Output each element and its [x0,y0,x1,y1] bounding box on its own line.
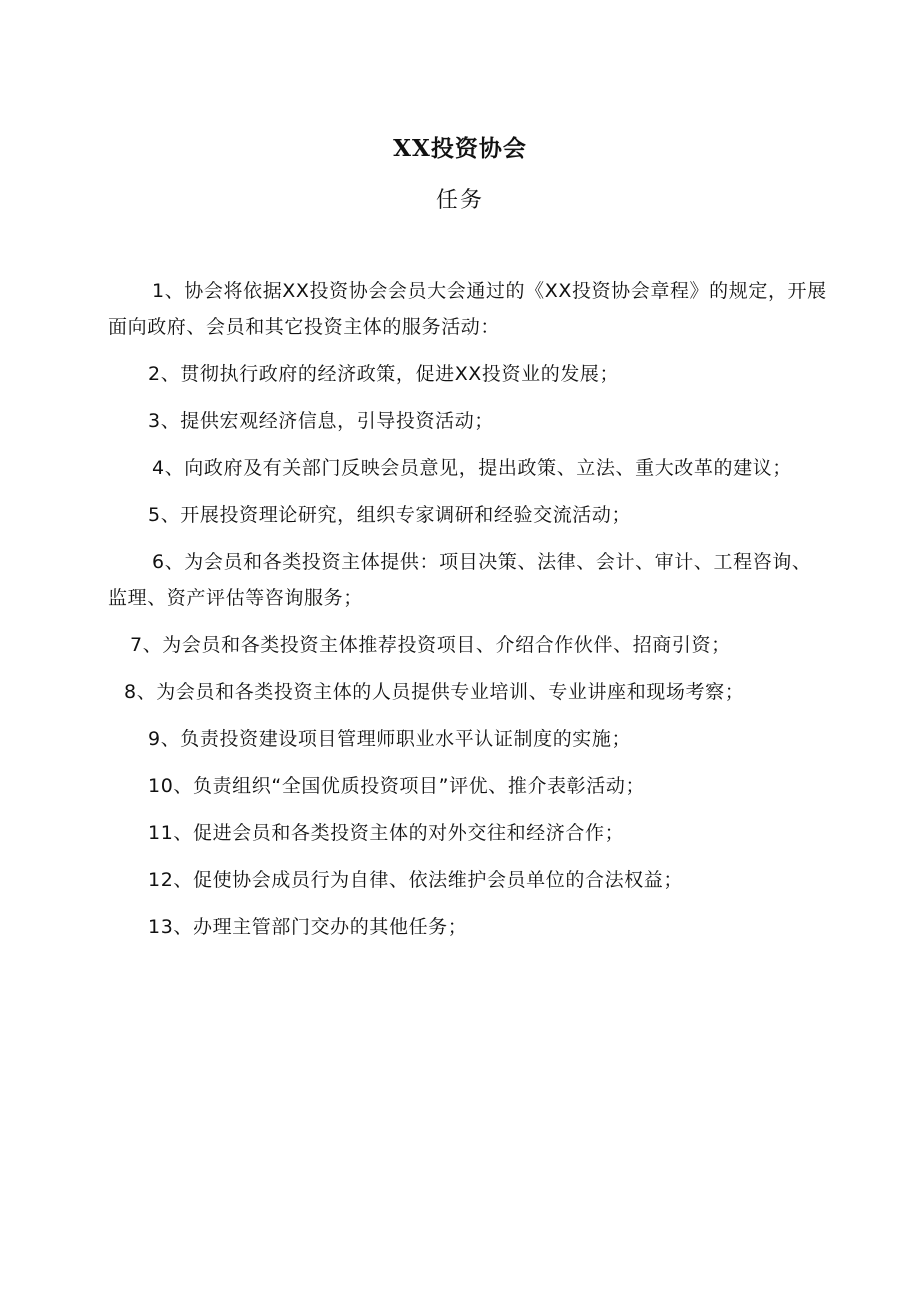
list-item: 2、贯彻执行政府的经济政策，促进XX投资业的发展； [148,363,620,385]
document-subtitle: 任务 [435,188,484,213]
list-item: 10、负责组织“全国优质投资项目”评优、推介表彰活动； [148,775,646,797]
list-item: 13、办理主管部门交办的其他任务； [148,916,468,938]
list-item: 1、协会将依据XX投资协会会员大会通过的《XX投资协会章程》的规定，开展面向政府、会员和其它投资主体的服务活动： [108,280,827,338]
document-title: XX投资协会 [393,135,527,162]
list-item: 5、开展投资理论研究，组织专家调研和经验交流活动； [148,504,632,526]
list-item: 7、为会员和各类投资主体推荐投资项目、介绍合作伙伴、招商引资； [130,634,731,656]
list-item: 8、为会员和各类投资主体的人员提供专业培训、专业讲座和现场考察； [124,681,745,703]
list-item: 11、促进会员和各类投资主体的对外交往和经济合作； [148,822,625,844]
list-item: 12、促使协会成员行为自律、依法维护会员单位的合法权益； [148,869,683,891]
document-body [108,273,828,956]
list-item: 6、为会员和各类投资主体提供：项目决策、法律、会计、审计、工程咨询、监理、资产评估等咨询服务； [108,551,812,609]
list-item: 3、提供宏观经济信息，引导投资活动； [148,410,494,432]
list-item: 9、负责投资建设项目管理师职业水平认证制度的实施； [148,728,632,750]
list-item: 4、向政府及有关部门反映会员意见，提出政策、立法、重大改革的建议； [152,457,792,479]
